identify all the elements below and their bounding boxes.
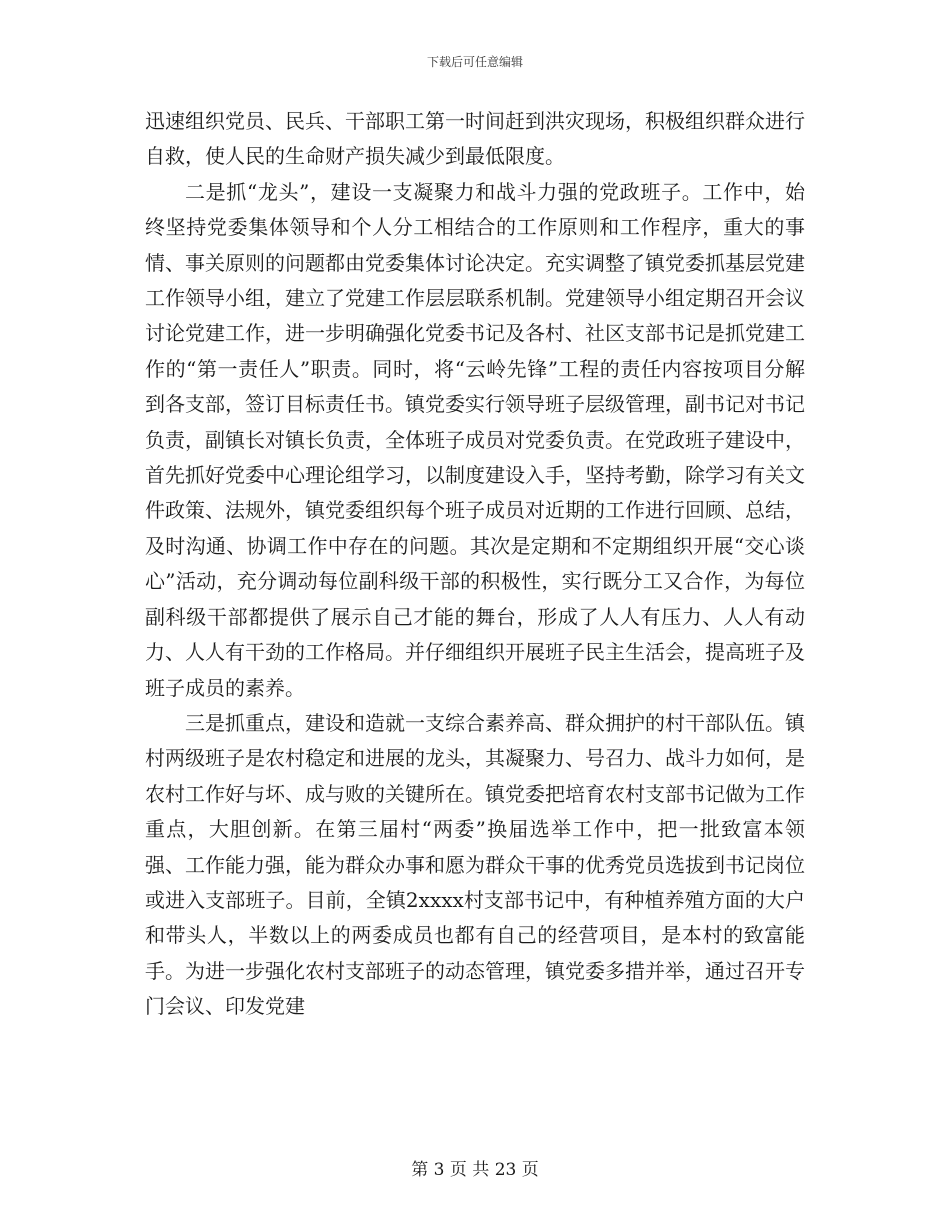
paragraph-continuation: 迅速组织党员、民兵、干部职工第一时间赶到洪灾现场，积极组织群众进行自救，使人民的生命财产损失减少到最低限度。 [145,109,805,169]
page-number: 第 3 页 共 23 页 [411,1160,539,1180]
paragraph-village-cadres: 三是抓重点，建设和造就一支综合素养高、群众拥护的村干部队伍。镇村两级班子是农村稳定和进展的龙头，其凝聚力、号召力、战斗力如何，是农村工作好与坏、成与败的关键所在。镇党委把培育农村支部书记做为工作重点，大胆创新。在第三届村“两委”换届选举工作中，把一批致富本领强、工作能力强，能为群众办事和愿为群众干事的优秀党员选拔到书记岗位或进入支部班子。目前，全镇2xxxx村支部书记中，有种植养殖方面的大户和带头人，半数以上的两委成员也都有自己的经营项目，是本村的致富能手。为进一步强化农村支部班子的动态管理，镇党委多措并举，通过召开专门会议、印发党建 [145,710,805,1019]
page-header: 下载后可任意编辑 [426,55,523,69]
paragraph-leadership-team: 二是抓“龙头”，建设一支凝聚力和战斗力强的党政班子。工作中，始终坚持党委集体领导和个人分工相结合的工作原则和工作程序，重大的事情、事关原则的问题都由党委集体讨论决定。充实调整了镇党委抓基层党建工作领导小组，建立了党建工作层层联系机制。党建领导小组定期召开会议讨论党建工作，进一步明确强化党委书记及各村、社区支部书记是抓党建工作的“第一责任人”职责。同时，将“云岭先锋”工程的责任内容按项目分解到各支部，签订目标责任书。镇党委实行领导班子层级管理，副书记对书记负责，副镇长对镇长负责，全体班子成员对党委负责。在党政班子建设中，首先抓好党委中心理论组学习，以制度建设入手，坚持考勤，除学习有关文件政策、法规外，镇党委组织每个班子成员对近期的工作进行回顾、总结，及时沟通、协调工作中存在的问题。其次是定期和不定期组织开展“交心谈心”活动，充分调动每位副科级干部的积极性，实行既分工又合作，为每位副科级干部都提供了展示自己才能的舞台，形成了人人有压力、人人有动力、人人有干劲的工作格局。并仔细组织开展班子民主生活会，提高班子及班子成员的素养。 [145,179,805,700]
document-body [145,104,805,1025]
